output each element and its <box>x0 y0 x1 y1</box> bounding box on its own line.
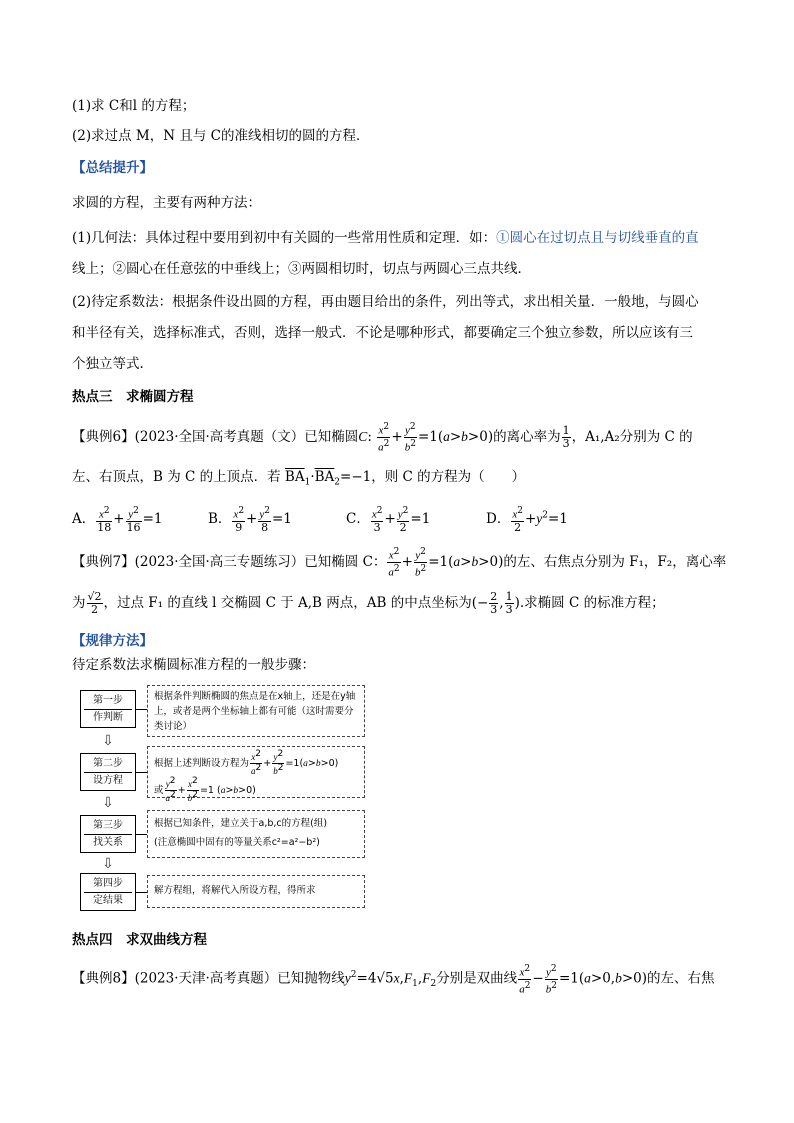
example-6-line-2: 左、右顶点，B 为 C 的上顶点．若 $\overline{BA}_1\cdot\overline{BA}_2=-1$，则 C 的方程为（ ） <box>72 469 526 488</box>
connector-3 <box>136 834 147 835</box>
rule-heading: 【规律方法】 <box>72 633 153 649</box>
connector-2 <box>136 772 147 773</box>
example-7-line-1: 【典例7】(2023·全国·高三专题练习）已知椭圆 C： $\frac{x^2}{a^2}$ + $\frac{y^2}{b^2}$ =1(a>b>0)的左、右焦点分别为 F₁，F₂，离心率 <box>72 547 727 579</box>
connector-1 <box>136 709 147 710</box>
example-8-line-1: 【典例8】(2023·天津·高考真题）已知抛物线$y^2=4√5x,F_1,F_2$分别是双曲线 $\frac{x^2}{a^2}$ − $\frac{y^2}{b^2}$ =1(a>0,b>0)的左、右焦 <box>72 963 715 996</box>
connector-4 <box>136 892 147 893</box>
step-1-detail: 根据条件判断椭圆的焦点是在x轴上，还是在y轴上，或者是两个坐标轴上都有可能（这时需要分类讨论） <box>147 685 365 737</box>
down-arrow-icon: ⇩ <box>102 795 114 811</box>
step-4-box: 第四步 定结果 <box>80 873 136 911</box>
step-2-box: 第二步 设方程 <box>80 753 136 791</box>
method-undetermined: (2)待定系数法：根据条件设出圆的方程，再由题目给出的条件，列出等式，求出相关量．一般地，与圆心 <box>72 294 699 310</box>
summary-heading: 【总结提升】 <box>72 160 153 176</box>
option-d[interactable]: D． $\frac{x^2}{2}$ $+y^2=1$ <box>486 506 568 534</box>
hotspot-3-heading: 热点三 求椭圆方程 <box>72 389 194 405</box>
example-7-line-2: 为 $\frac{√2}{2}$ ，过点 F₁ 的直线 l 交椭圆 C 于 A,B 两点，AB 的中点坐标为(− $\frac{2}{3}$ , $\frac{1}{3}$ ).求椭圆 C 的标准方程； <box>72 590 665 616</box>
method-undetermined-end: 个独立等式． <box>72 356 153 372</box>
down-arrow-icon: ⇩ <box>102 733 114 749</box>
hotspot-4-heading: 热点四 求双曲线方程 <box>72 932 207 948</box>
option-b[interactable]: B． $\frac{x^2}{9}$ + $\frac{y^2}{8}$ =1 <box>208 506 292 534</box>
method-geometry: (1)几何法：具体过程中要用到初中有关圆的一些常用性质和定理．如：①圆心在过切点且与切线垂直的直 <box>72 230 699 246</box>
step-1-box: 第一步 作判断 <box>80 690 136 728</box>
down-arrow-icon: ⇩ <box>102 856 114 872</box>
step-4-detail: 解方程组，将解代入所设方程，得所求 <box>147 875 365 908</box>
option-c[interactable]: C． $\frac{x^2}{3}$ + $\frac{y^2}{2}$ =1 <box>346 506 431 534</box>
method-undetermined-cont: 和半径有关，选择标准式，否则，选择一般式．不论是哪种形式，都要确定三个独立参数，所以应该有三 <box>72 325 693 341</box>
step-2-detail: 根据上述判断设方程为 $\frac{x2}{a2}$ + $\frac{y2}{b2}$ =1(a>b>0) 或 $\frac{y2}{a2}$ + $\frac{x2}{b2}$ =1 (a>b>0) <box>147 746 365 798</box>
option-a[interactable]: A． $\frac{x^2}{18}$ + $\frac{y^2}{16}$ =1 <box>72 506 163 534</box>
summary-intro: 求圆的方程，主要有两种方法： <box>72 195 261 211</box>
step-3-detail: 根据已知条件，建立关于a,b,c的方程(组) (注意椭圆中固有的等量关系c²=a²−b²) <box>147 810 365 858</box>
step-3-box: 第三步 找关系 <box>80 815 136 853</box>
method-geometry-cont: 线上；②圆心在任意弦的中垂线上；③两圆相切时，切点与两圆心三点共线． <box>72 261 531 277</box>
rule-text: 待定系数法求椭圆标准方程的一般步骤： <box>72 657 315 673</box>
question-part-1: (1)求 C和l 的方程； <box>72 98 196 114</box>
question-part-2: (2)求过点 M，N 且与 C的准线相切的圆的方程． <box>72 128 370 144</box>
example-6-line-1: 【典例6】(2023·全国·高考真题（文）已知椭圆C: $\frac{x^2}{a^2}$ + $\frac{y^2}{b^2}$ =1(a>b>0)的离心率为 $\frac{1}{3}$ ，A₁,A₂分别为 C 的 <box>72 422 693 454</box>
